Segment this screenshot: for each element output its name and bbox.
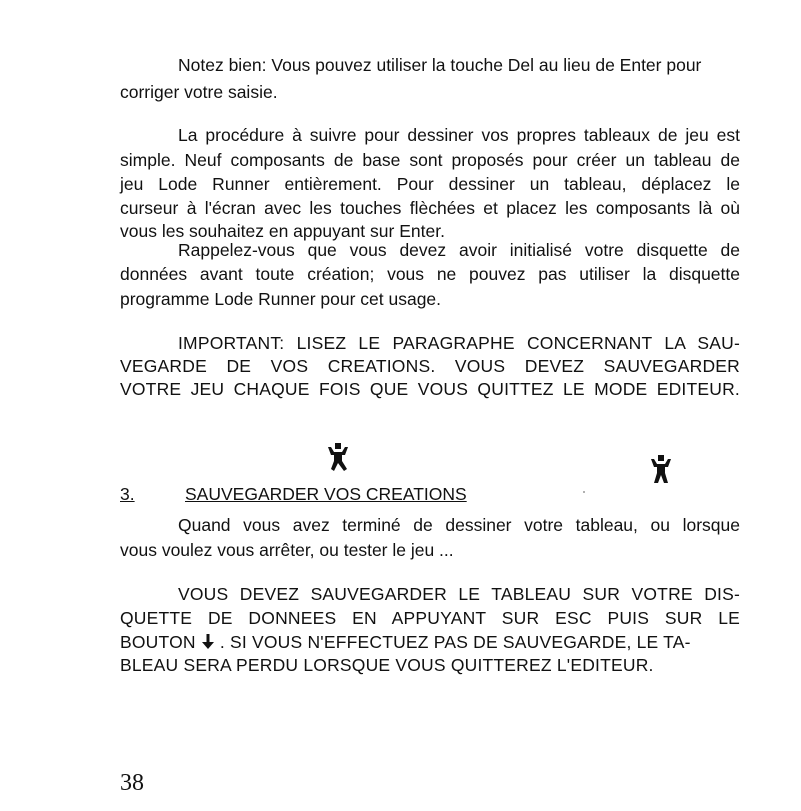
warning-line-4: BLEAU SERA PERDU LORSQUE VOUS QUITTEREZ L'EDITEUR.	[120, 655, 654, 675]
warning-line-3-end: . SI VOUS N'EFFECTUEZ PAS DE SAUVEGARDE, LE TA-	[219, 632, 691, 652]
procedure-line-2: simple. Neuf composants de base sont proposés pour créer un tableau de	[120, 150, 740, 170]
section-intro-line-2: vous voulez vous arrêter, ou tester le jeu ...	[120, 540, 454, 560]
down-arrow-icon	[201, 634, 215, 650]
reminder-line-3: programme Lode Runner pour cet usage.	[120, 289, 442, 309]
warning-line-1: VOUS DEVEZ SAUVEGARDER LE TABLEAU SUR VOTRE DIS-	[178, 584, 740, 604]
warning-line-3-start: BOUTON	[120, 632, 196, 652]
warning-line-3	[120, 630, 740, 654]
important-line-3: VOTRE JEU CHAQUE FOIS QUE VOUS QUITTEZ LE MODE EDITEUR.	[120, 379, 740, 399]
reminder-line-2: données avant toute création; vous ne pouvez pas utiliser la disquette	[120, 264, 740, 284]
page-number: 38	[120, 770, 144, 796]
section-title: SAUVEGARDER VOS CREATIONS	[185, 484, 467, 504]
lode-runner-figure-icon	[326, 443, 350, 473]
procedure-line-1: La procédure à suivre pour dessiner vos propres tableaux de jeu est	[178, 125, 740, 145]
procedure-line-4: curseur à l'écran avec les touches flèchées et placez les composants là où	[120, 198, 740, 218]
note-line-2: corriger votre saisie.	[120, 82, 278, 102]
section-number: 3.	[120, 484, 135, 504]
lode-runner-figure-icon	[649, 455, 673, 485]
section-intro-line-1: Quand vous avez terminé de dessiner votre tableau, ou lorsque	[178, 515, 740, 535]
print-speck	[583, 491, 585, 493]
procedure-line-3: jeu Lode Runner entièrement. Pour dessiner un tableau, déplacez le	[120, 174, 740, 194]
note-line-1: Notez bien: Vous pouvez utiliser la touche Del au lieu de Enter pour	[178, 55, 702, 75]
warning-line-2: QUETTE DE DONNEES EN APPUYANT SUR ESC PUIS SUR LE	[120, 608, 740, 628]
reminder-line-1: Rappelez-vous que vous devez avoir initialisé votre disquette de	[178, 240, 740, 260]
important-line-2: VEGARDE DE VOS CREATIONS. VOUS DEVEZ SAUVEGARDER	[120, 356, 740, 376]
important-line-1: IMPORTANT: LISEZ LE PARAGRAPHE CONCERNANT LA SAU-	[178, 333, 740, 353]
procedure-line-5: vous les souhaitez en appuyant sur Enter.	[120, 221, 445, 241]
